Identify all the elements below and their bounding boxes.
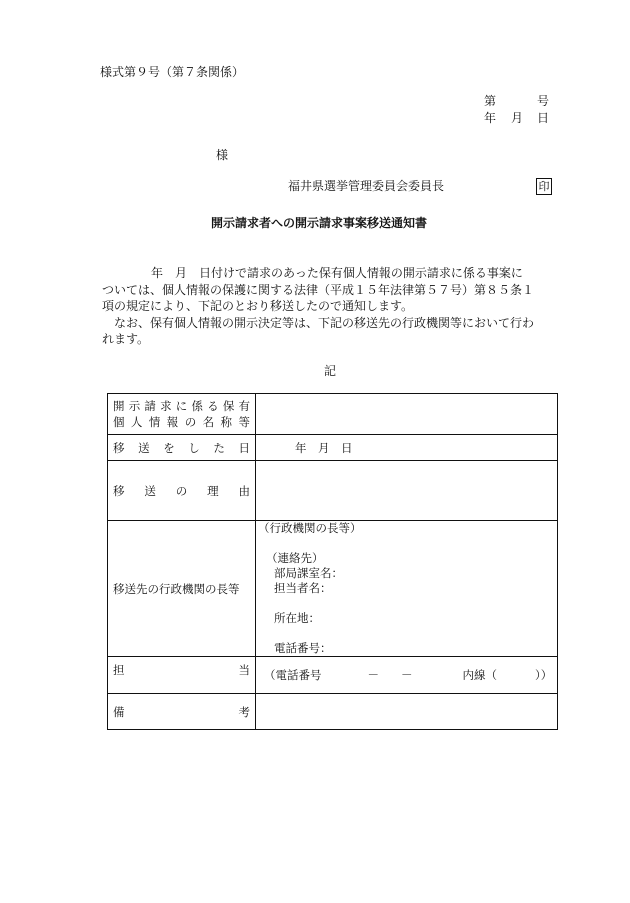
label-requested-info-line1: 開 示 請 求 に 係 る 保 有 — [113, 399, 250, 413]
form-number: 様式第９号（第７条関係） — [100, 65, 245, 79]
label-contact-person: 担 当 — [108, 657, 256, 694]
row-transfer-reason — [108, 461, 558, 521]
dest-person: 担当者名： — [274, 581, 332, 595]
seal-mark: 印 — [536, 178, 552, 195]
row-transfer-date — [108, 435, 558, 461]
dest-address: 所在地： — [274, 611, 320, 625]
ki-heading: 記 — [324, 364, 337, 378]
doc-date-month: 月 — [511, 111, 524, 125]
phone-open: （電話番号 — [264, 668, 322, 682]
dest-head: （行政機関の長等） — [258, 521, 362, 535]
row-requested-info — [108, 394, 558, 435]
issuer-name: 福井県選挙管理委員会委員長 — [288, 179, 445, 193]
body-line-3: 項の規定により、下記のとおり移送したので通知します。 — [102, 299, 414, 313]
phone-dash-2: － — [401, 668, 413, 682]
transfer-form-table — [107, 393, 558, 730]
label-requested-info-line2: 個 人 情 報 の 名 称 等 — [113, 415, 250, 429]
addressee-suffix: 様 — [216, 148, 229, 162]
doc-number-suffix: 号 — [537, 94, 550, 108]
body-line-4: なお、保有個人情報の開示決定等は、下記の移送先の行政機関等において行わ — [114, 315, 535, 330]
phone-ext: 内線（ — [462, 668, 497, 682]
dest-tel: 電話番号： — [274, 641, 332, 655]
body-line-2: ついては、個人情報の保護に関する法律（平成１５年法律第５７号）第８５条１ — [102, 282, 535, 297]
label-transfer-date: 移 送 を し た 日 — [108, 435, 256, 461]
value-contact-person[interactable] — [256, 657, 558, 694]
body-line-1: 年 月 日付けで請求のあった保有個人情報の開示請求に係る事案に — [139, 266, 523, 280]
value-destination[interactable] — [256, 521, 558, 657]
row-contact-person — [108, 657, 558, 694]
row-destination — [108, 521, 558, 657]
dest-dept: 部局課室名： — [274, 566, 343, 580]
label-requested-info — [108, 394, 256, 435]
document-title: 開示請求者への開示請求事案移送通知書 — [211, 216, 428, 230]
body-line-5: れます。 — [102, 332, 150, 346]
doc-number-prefix: 第 — [484, 94, 497, 108]
phone-dash-1: － — [367, 668, 379, 682]
label-remarks: 備 考 — [108, 694, 256, 730]
doc-date-year: 年 — [484, 111, 497, 125]
doc-date-day: 日 — [537, 111, 550, 125]
value-transfer-reason[interactable] — [256, 461, 558, 521]
row-remarks — [108, 694, 558, 730]
value-remarks[interactable] — [256, 694, 558, 730]
label-transfer-reason: 移 送 の 理 由 — [108, 461, 256, 521]
notice-body — [102, 265, 562, 348]
dest-contact: （連絡先） — [266, 551, 324, 565]
value-transfer-date[interactable]: 年 月 日 — [256, 435, 558, 461]
label-destination: 移送先の行政機関の長等 — [108, 521, 256, 657]
phone-close: ）） — [535, 668, 553, 682]
value-requested-info[interactable] — [256, 394, 558, 435]
